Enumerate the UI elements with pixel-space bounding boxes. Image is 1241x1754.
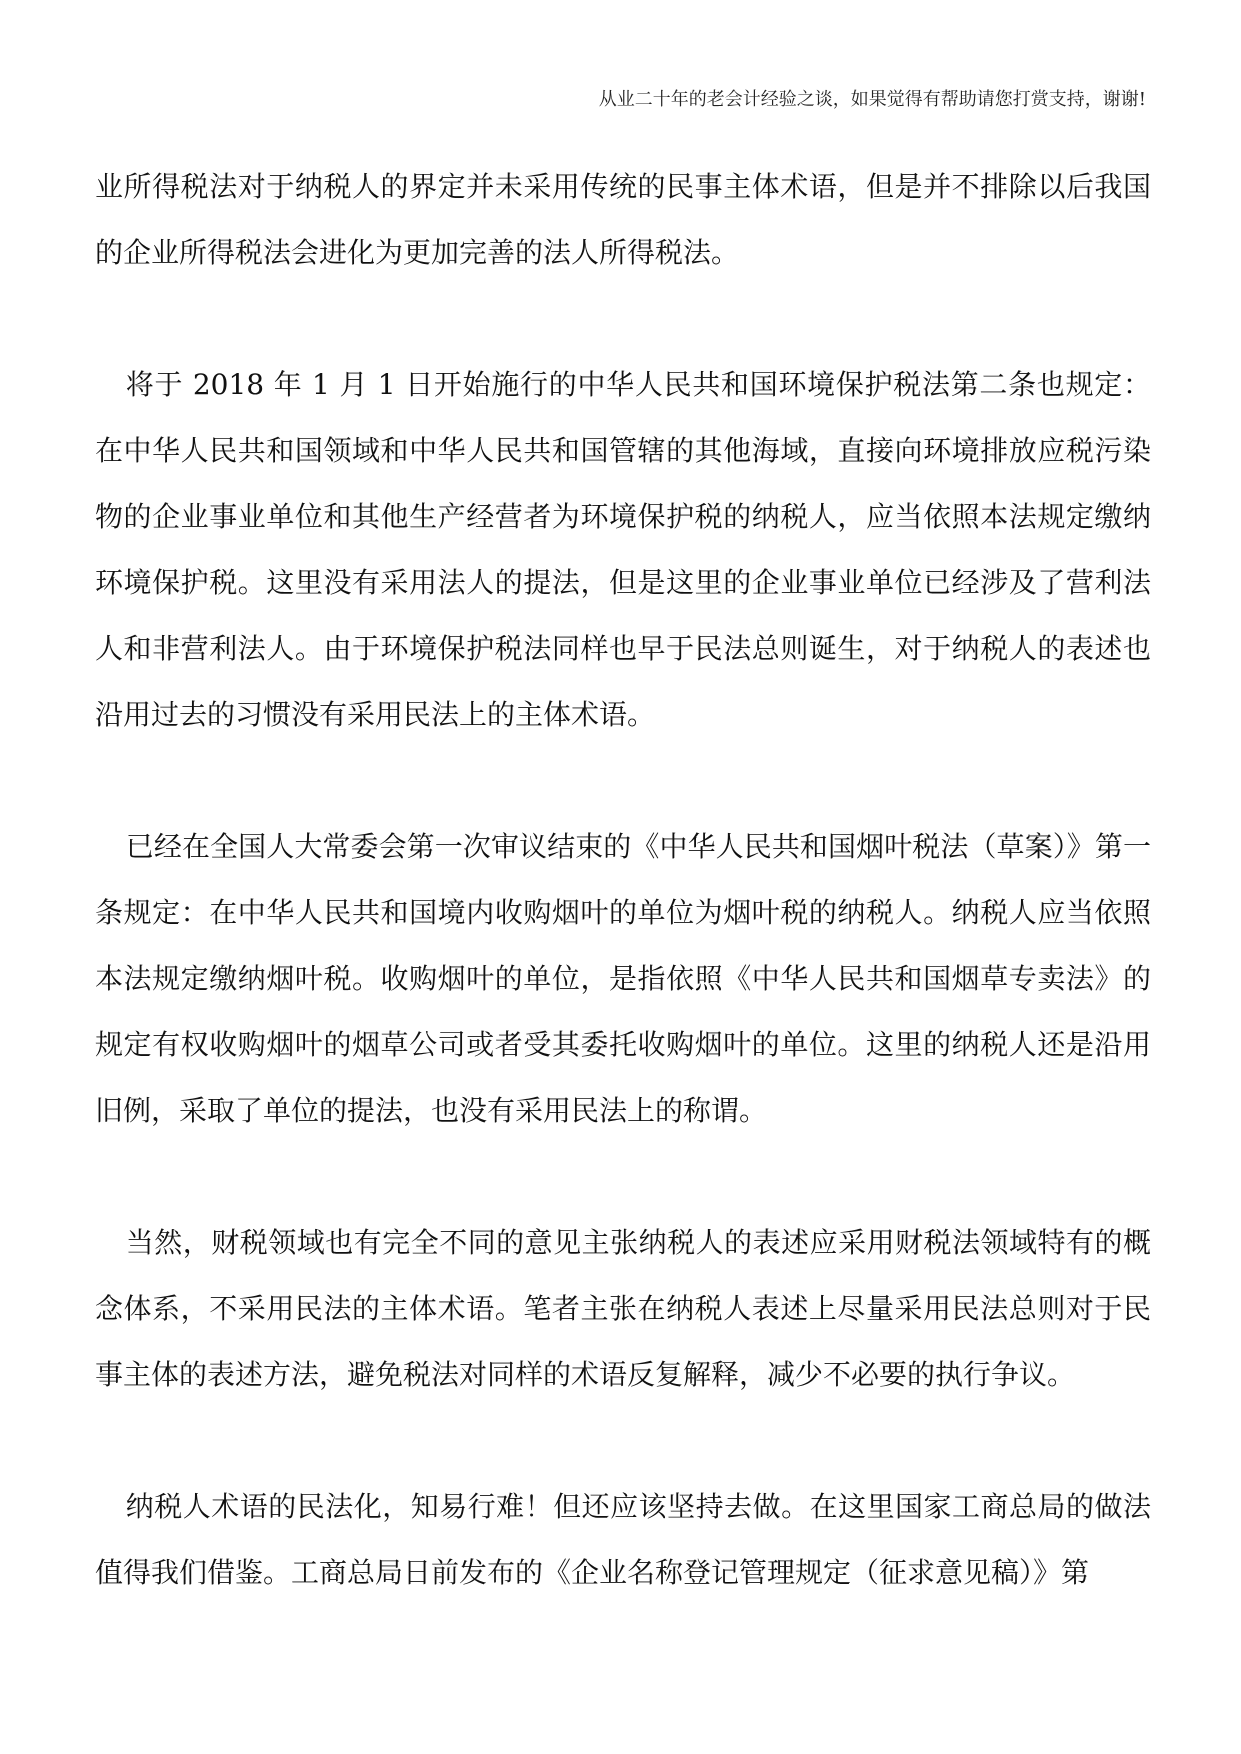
paragraph-2: 将于 2018 年 1 月 1 日开始施行的中华人民共和国环境保护税法第二条也规定：在中华人民共和国领域和中华人民共和国管辖的其他海域，直接向环境排放应税污染物的企业事业单位和其他生产经营者为环境保护税的纳税人，应当依照本法规定缴纳环境保护税。这里没有采用法人的提法，但是这里的企业事业单位已经涉及了营利法人和非营利法人。由于环境保护税法同样也早于民法总则诞生，对于纳税人的表述也沿用过去的习惯没有采用民法上的主体术语。 bbox=[95, 368, 1151, 731]
paragraph-5: 纳税人术语的民法化，知易行难！但还应该坚持去做。在这里国家工商总局的做法值得我们借鉴。工商总局日前发布的《企业名称登记管理规定（征求意见稿）》第 bbox=[95, 1490, 1151, 1589]
paragraph-4: 当然，财税领域也有完全不同的意见主张纳税人的表述应采用财税法领域特有的概念体系，不采用民法的主体术语。笔者主张在纳税人表述上尽量采用民法总则对于民事主体的表述方法，避免税法对同样的术语反复解释，减少不必要的执行争议。 bbox=[95, 1226, 1151, 1391]
page-header-note: 从业二十年的老会计经验之谈，如果觉得有帮助请您打赏支持，谢谢! bbox=[598, 89, 1146, 110]
paragraph-3: 已经在全国人大常委会第一次审议结束的《中华人民共和国烟叶税法（草案）》第一条规定：在中华人民共和国境内收购烟叶的单位为烟叶税的纳税人。纳税人应当依照本法规定缴纳烟叶税。收购烟叶的单位，是指依照《中华人民共和国烟草专卖法》的规定有权收购烟叶的烟草公司或者受其委托收购烟叶的单位。这里的纳税人还是沿用旧例，采取了单位的提法，也没有采用民法上的称谓。 bbox=[95, 830, 1151, 1127]
paragraph-1: 业所得税法对于纳税人的界定并未采用传统的民事主体术语，但是并不排除以后我国的企业所得税法会进化为更加完善的法人所得税法。 bbox=[95, 170, 1151, 269]
document-body bbox=[95, 154, 1151, 1606]
